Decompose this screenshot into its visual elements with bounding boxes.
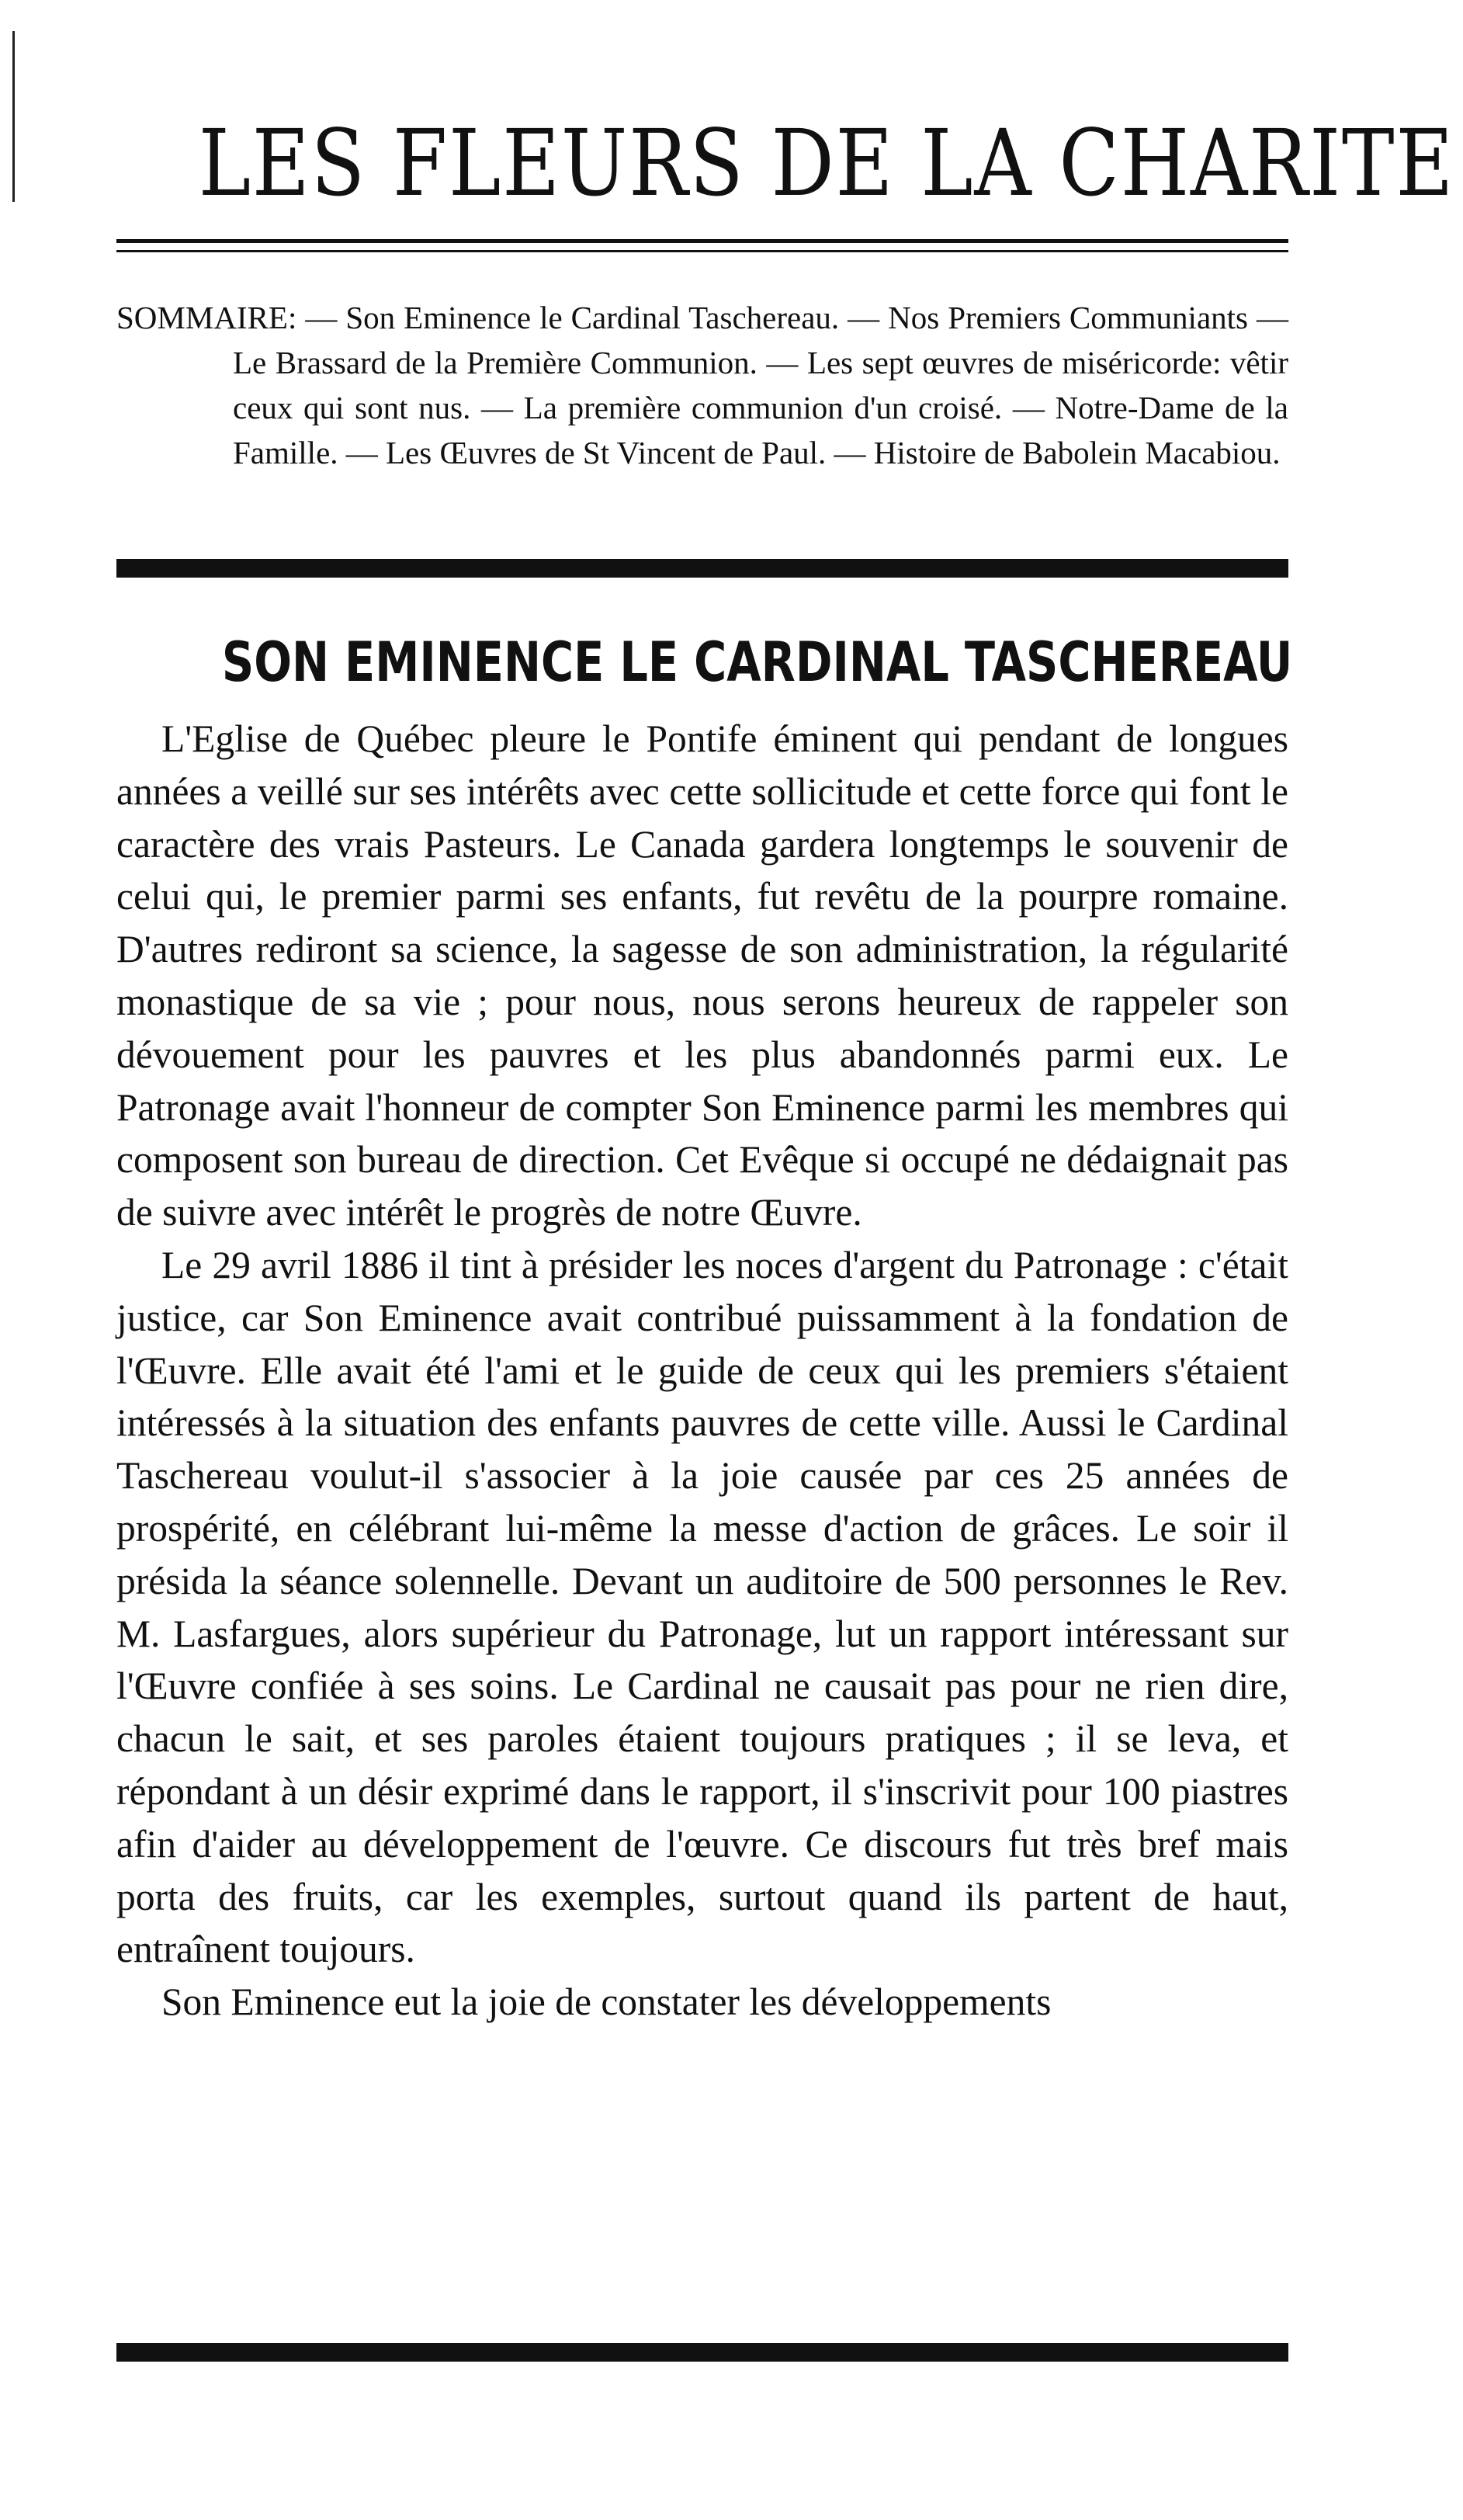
section-divider-top <box>116 559 1288 578</box>
article-paragraph: Le 29 avril 1886 il tint à présider les noces d'argent du Patronage : c'était justice, car Son Eminence avait contribué puissamment à la fondation de l'Œuvre. Elle avait été l'ami et le guide de ceux qui les premiers s'étaient intéressés à la situation des enfants pauvres de cette ville. Aussi le Cardinal Taschereau voulut-il s'associer à la joie causée par ces 25 années de prospérité, en célébrant lui-même la messe d'action de grâces. Le soir il présida la séance solennelle. Devant un auditoire de 500 personnes le Rev. M. Lasfargues, alors supérieur du Patronage, lut un rapport intéressant sur l'Œuvre confiée à ses soins. Le Cardinal ne causait pas pour ne rien dire, chacun le sait, et ses paroles étaient toujours pratiques ; il se leva, et répondant à un désir exprimé dans le rapport, il s'inscrivit pour 100 piastres afin d'aider au développement de l'œuvre. Ce discours fut très bref mais porta des fruits, car les exemples, surtout quand ils partent de haut, entraînent toujours. <box>116 1243 1288 1971</box>
article-paragraph: L'Eglise de Québec pleure le Pontife éminent qui pendant de longues années a veillé sur ses intérêts avec cette sollicitude et cette force qui font le caractère des vrais Pasteurs. Le Canada gardera longtemps le souvenir de celui qui, le premier parmi ses enfants, fut revêtu de la pourpre romaine. D'autres rediront sa science, la sagesse de son administration, la régularité monastique de sa vie ; pour nous, nous serons heureux de rappeler son dévouement pour les pauvres et les plus abandonnés parmi eux. Le Patronage avait l'honneur de compter Son Eminence parmi les membres qui composent son bureau de direction. Cet Evêque si occupé ne dédaignait pas de suivre avec intérêt le progrès de notre Œuvre. <box>116 717 1288 1234</box>
masthead-title: LES FLEURS DE LA CHARITE <box>198 109 1455 217</box>
page-edge-mark <box>12 31 15 202</box>
article-paragraph: Son Eminence eut la joie de constater les développements <box>161 1980 1052 2024</box>
summary-label: SOMMAIRE: <box>116 300 297 335</box>
summary-text: — Son Eminence le Cardinal Taschereau. — Nos Premiers Communiants — Le Brassard de la Première Communion. — Les sept œuvres de miséricorde: vêtir ceux qui sont nus. — La première communion d'un croisé. — Notre-Dame de la Famille. — Les Œuvres de St Vincent de Paul. — Histoire de Babolein Macabiou. <box>233 300 1288 470</box>
article-body <box>116 713 1288 2029</box>
article-title: SON EMINENCE LE CARDINAL TASCHEREAU <box>221 630 1293 694</box>
summary-block <box>116 295 1288 475</box>
masthead-double-rule <box>116 239 1288 252</box>
section-divider-bottom <box>116 2343 1288 2362</box>
